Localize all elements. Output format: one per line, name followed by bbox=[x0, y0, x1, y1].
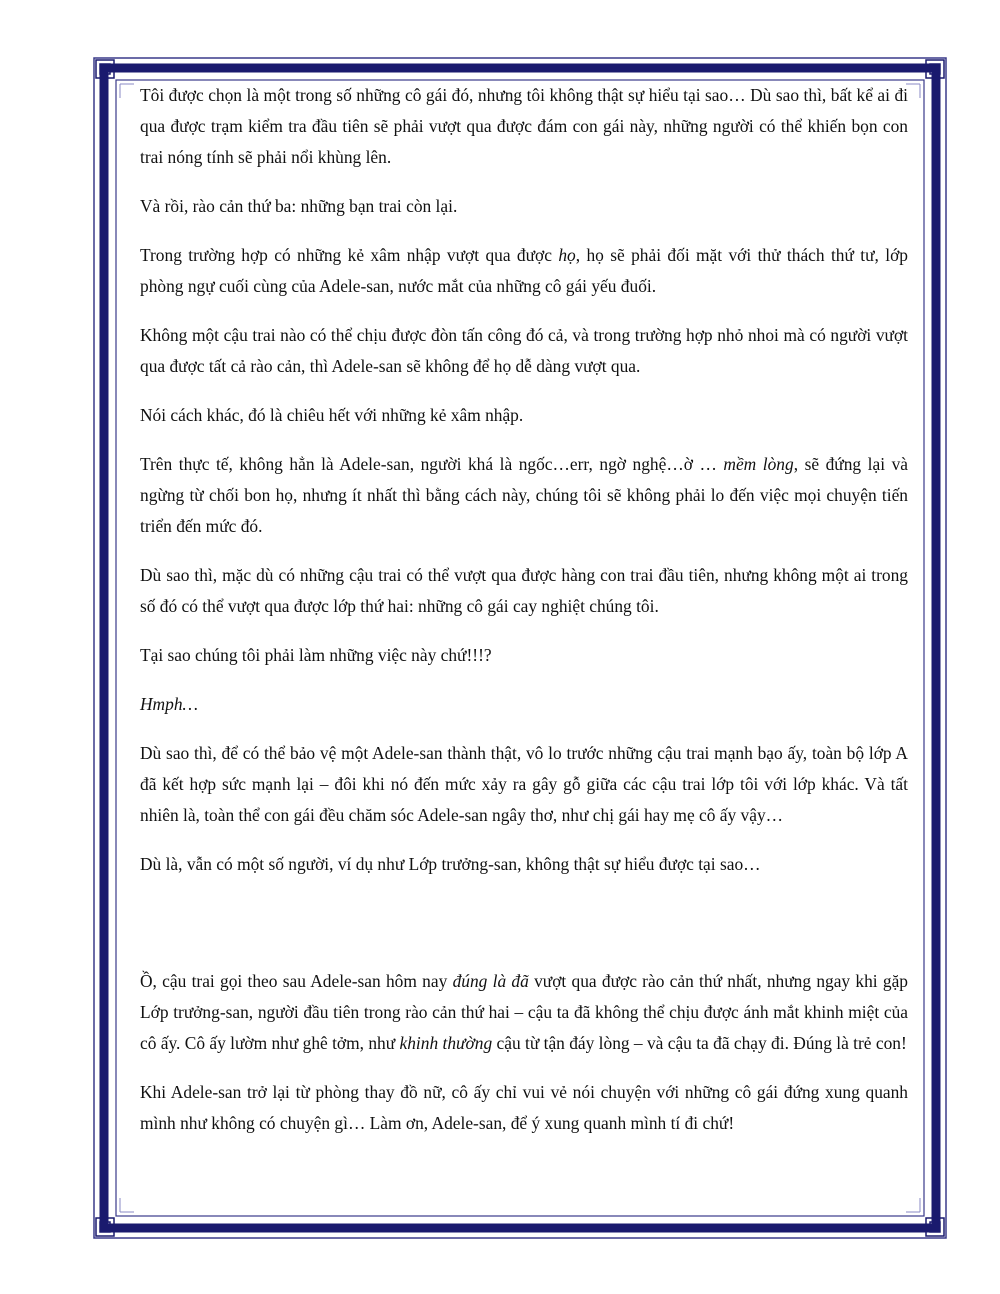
text-segment: , họ sẽ phải đối mặt với thử thách thứ tư, lớp phòng ngự cuối cùng của Adele-san, nước mắt của những cô gái yếu đuối. bbox=[140, 245, 913, 296]
paragraph bbox=[140, 849, 908, 880]
paragraph bbox=[140, 560, 913, 622]
paragraph bbox=[140, 1077, 913, 1139]
text-segment: vượt qua được rào cản thứ nhất, nhưng ngay khi gặp Lớp trưởng-san, người đầu tiên trong rào cản thứ hai – cậu ta đã không thể chịu được ánh mắt khinh miệt của cô ấy. Cô ấy lườm như ghê tởm, như bbox=[140, 971, 913, 1053]
text-segment: Tại sao chúng tôi phải làm những việc này chứ!!!? bbox=[140, 645, 492, 665]
paragraph bbox=[140, 449, 913, 542]
text-segment: Khi Adele-san trở lại từ phòng thay đồ nữ, cô ấy chỉ vui vẻ nói chuyện với những cô gái đứng xung quanh mình như không có chuyện gì… Làm ơn, Adele-san, để ý xung quanh mình tí đi chứ! bbox=[140, 1082, 913, 1133]
text-segment: Không một cậu trai nào có thể chịu được đòn tấn công đó cả, và trong trường hợp nhỏ nhoi mà có người vượt qua được tất cả rào cản, thì Adele-san sẽ không để họ dễ dàng vượt qua. bbox=[140, 325, 913, 376]
text-segment: , sẽ đứng lại và ngừng từ chối bon họ, nhưng ít nhất thì bằng cách này, chúng tôi sẽ không phải lo đến việc mọi chuyện tiến triển đến mức đó. bbox=[140, 454, 913, 536]
italic-text-segment: đúng là đã bbox=[452, 971, 529, 991]
section-break-space bbox=[140, 898, 908, 966]
text-segment: cậu từ tận đáy lòng – và cậu ta đã chạy đi. Đúng là trẻ con! bbox=[492, 1033, 907, 1053]
italic-text-segment: khinh thường bbox=[399, 1033, 493, 1053]
italic-text-segment: họ bbox=[558, 245, 576, 265]
text-segment: Nói cách khác, đó là chiêu hết với những kẻ xâm nhập. bbox=[140, 405, 524, 425]
paragraph bbox=[140, 80, 913, 173]
paragraph bbox=[140, 320, 913, 382]
text-segment: Trong trường hợp có những kẻ xâm nhập vượt qua được bbox=[140, 245, 559, 265]
paragraph bbox=[140, 400, 908, 431]
paragraph bbox=[140, 966, 913, 1059]
text-segment: Tôi được chọn là một trong số những cô gái đó, nhưng tôi không thật sự hiểu tại sao… Dù sao thì, bất kể ai đi qua được trạm kiểm tra đầu tiên sẽ phải vượt qua được đám con gái này, những người có thể khiến bọn con trai nóng tính sẽ phải nổi khùng lên. bbox=[140, 85, 913, 167]
paragraph bbox=[140, 191, 908, 222]
text-segment: Dù sao thì, để có thể bảo vệ một Adele-san thành thật, vô lo trước những cậu trai mạnh bạo ấy, toàn bộ lớp A đã kết hợp sức mạnh lại – đôi khi nó đến mức xảy ra gây gỗ giữa các cậu trai lớp tôi với lớp khác. Và tất nhiên là, toàn thể con gái đều chăm sóc Adele-san ngây thơ, như chị gái hay mẹ cô ấy vậy… bbox=[140, 743, 913, 825]
paragraph bbox=[140, 240, 913, 302]
text-segment: Ồ, cậu trai gọi theo sau Adele-san hôm nay bbox=[140, 971, 453, 991]
text-segment: Dù là, vẫn có một số người, ví dụ như Lớp trưởng-san, không thật sự hiểu được tại sao… bbox=[140, 854, 761, 874]
paragraph bbox=[140, 640, 908, 671]
italic-text-segment: Hmph… bbox=[140, 694, 198, 714]
story-text-body bbox=[140, 80, 913, 1190]
text-segment: Dù sao thì, mặc dù có những cậu trai có thể vượt qua được hàng con trai đầu tiên, nhưng không một ai trong số đó có thể vượt qua được lớp thứ hai: những cô gái cay nghiệt chúng tôi. bbox=[140, 565, 913, 616]
italic-text-segment: mềm lòng bbox=[723, 454, 794, 474]
text-segment: Và rồi, rào cản thứ ba: những bạn trai còn lại. bbox=[140, 196, 458, 216]
paragraph bbox=[140, 689, 908, 720]
text-segment: Trên thực tế, không hẳn là Adele-san, người khá là ngốc…err, ngờ nghệ…ờ … bbox=[140, 454, 724, 474]
paragraph bbox=[140, 738, 913, 831]
